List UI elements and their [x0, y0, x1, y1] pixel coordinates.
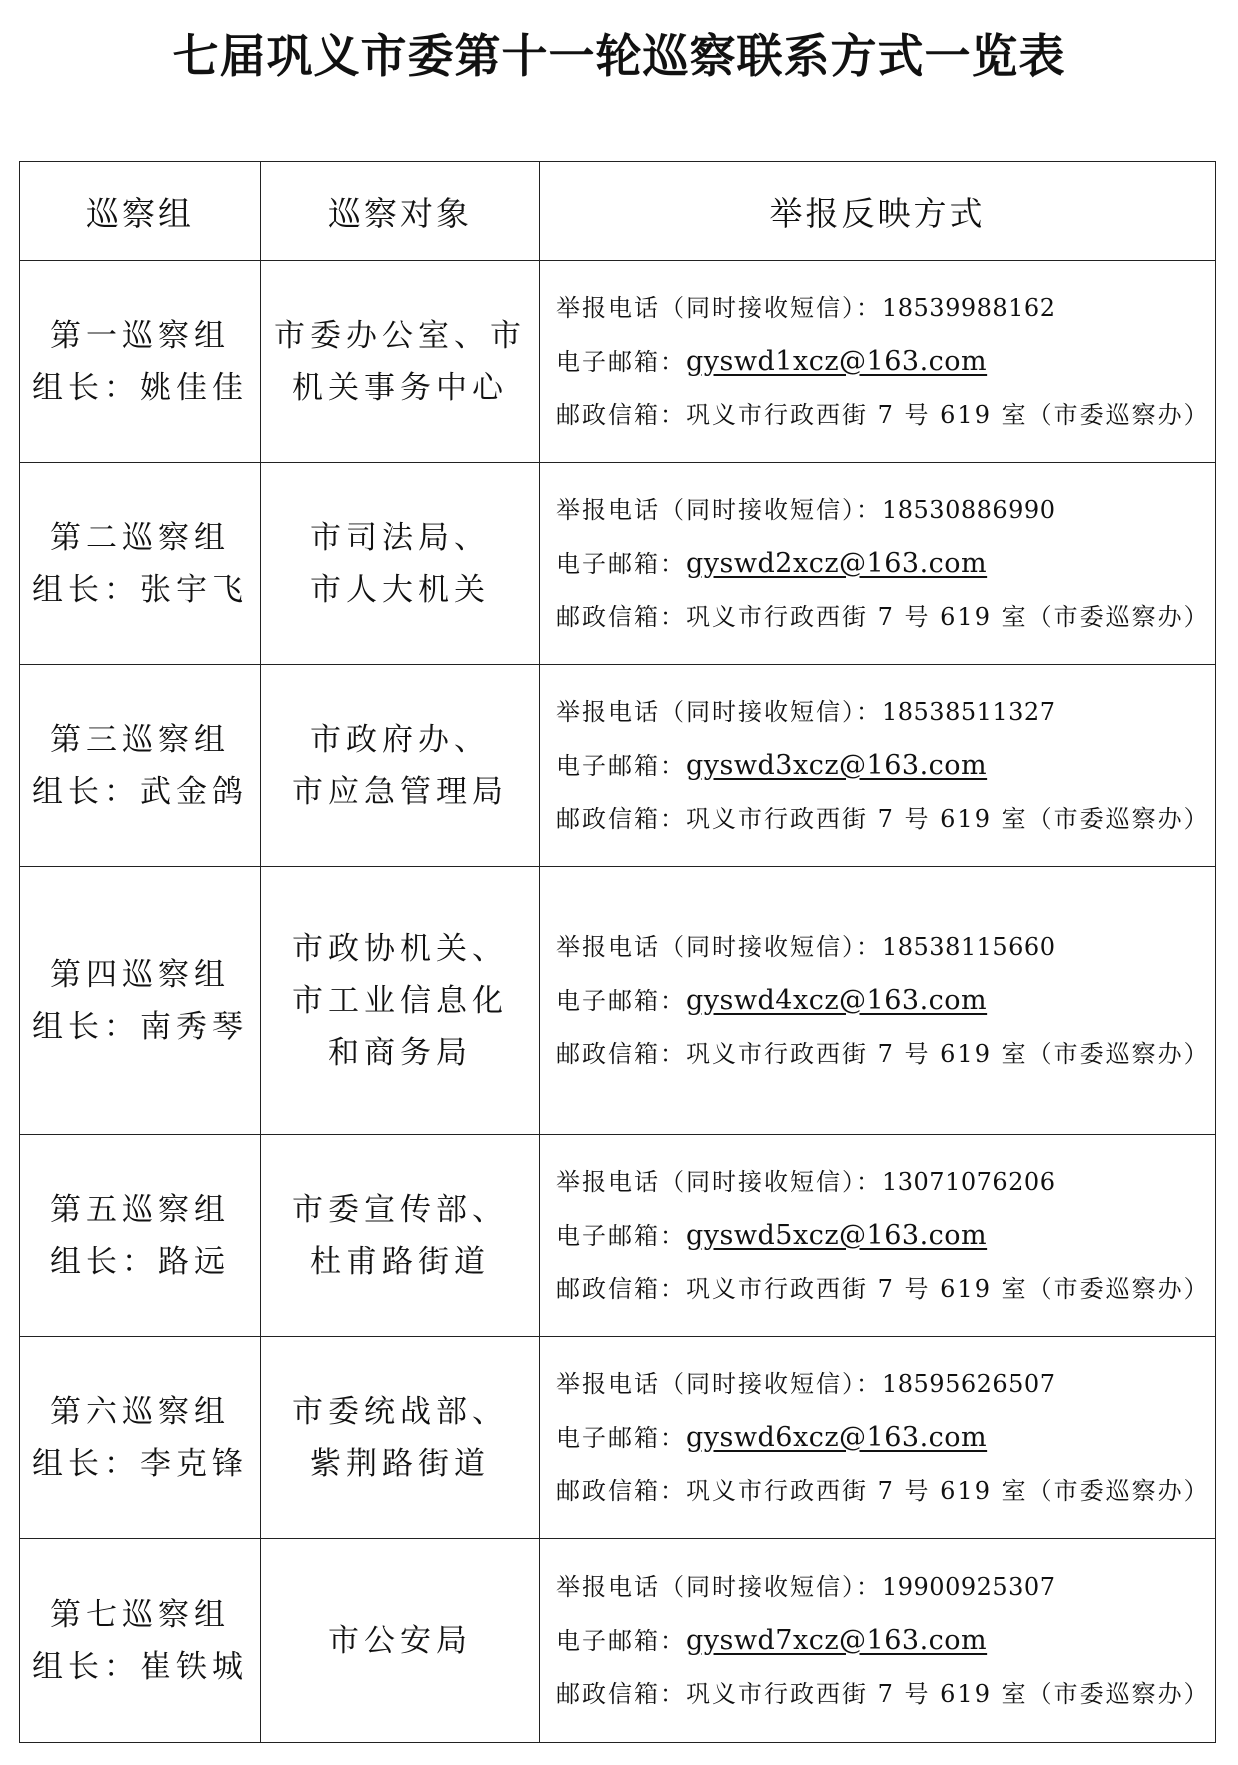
- email-line: [556, 1614, 1215, 1668]
- email-line: [556, 1209, 1215, 1263]
- phone-number: 18538511327: [882, 697, 1056, 726]
- phone-line: [556, 1156, 1215, 1209]
- target-line: 市工业信息化: [292, 982, 508, 1019]
- target-cell: [261, 1539, 540, 1743]
- target-line: 市公安局: [328, 1622, 472, 1659]
- contact-cell: [540, 1337, 1216, 1539]
- phone-line: [556, 1561, 1215, 1614]
- target-cell: [261, 1135, 540, 1337]
- phone-line: [556, 282, 1215, 335]
- target-cell: [261, 665, 540, 867]
- email-link[interactable]: gyswd6xcz@163.com: [686, 1421, 988, 1453]
- table-row: [20, 1337, 1216, 1539]
- phone-number: 18539988162: [882, 293, 1056, 322]
- phone-number: 19900925307: [882, 1572, 1056, 1601]
- group-name: 第三巡察组: [50, 721, 230, 758]
- post-line: 邮政信箱：巩义市行政西街 7 号 619 室（市委巡察办）: [556, 804, 1210, 833]
- group-cell: [20, 1539, 261, 1743]
- group-cell: [20, 1135, 261, 1337]
- email-line: [556, 974, 1215, 1028]
- target-line: 市政府办、: [310, 721, 490, 758]
- contact-cell: [540, 1135, 1216, 1337]
- header-group: 巡察组: [20, 162, 261, 261]
- group-leader: 组长：武金鸽: [32, 773, 248, 810]
- target-line: 杜甫路街道: [310, 1243, 490, 1280]
- group-name: 第四巡察组: [50, 956, 230, 993]
- phone-line: [556, 484, 1215, 537]
- email-link[interactable]: gyswd4xcz@163.com: [686, 984, 988, 1016]
- post-line: 邮政信箱：巩义市行政西街 7 号 619 室（市委巡察办）: [556, 602, 1210, 631]
- phone-label: 举报电话（同时接收短信）：: [556, 932, 882, 961]
- email-link[interactable]: gyswd7xcz@163.com: [686, 1624, 988, 1656]
- email-label: 电子邮箱：: [556, 1221, 686, 1250]
- email-label: 电子邮箱：: [556, 347, 686, 376]
- email-label: 电子邮箱：: [556, 549, 686, 578]
- target-cell: [261, 867, 540, 1135]
- post-line: 邮政信箱：巩义市行政西街 7 号 619 室（市委巡察办）: [556, 1039, 1210, 1068]
- post-line: 邮政信箱：巩义市行政西街 7 号 619 室（市委巡察办）: [556, 400, 1210, 429]
- target-line: 市委统战部、: [292, 1393, 508, 1430]
- contact-cell: [540, 261, 1216, 463]
- phone-label: 举报电话（同时接收短信）：: [556, 1572, 882, 1601]
- phone-number: 13071076206: [882, 1167, 1056, 1196]
- table-row: [20, 867, 1216, 1135]
- post-line: 邮政信箱：巩义市行政西街 7 号 619 室（市委巡察办）: [556, 1476, 1210, 1505]
- phone-label: 举报电话（同时接收短信）：: [556, 1167, 882, 1196]
- phone-label: 举报电话（同时接收短信）：: [556, 293, 882, 322]
- phone-number: 18538115660: [882, 932, 1056, 961]
- contact-cell: [540, 463, 1216, 665]
- email-line: [556, 335, 1215, 389]
- group-leader: 组长：崔铁城: [32, 1648, 248, 1685]
- contact-cell: [540, 867, 1216, 1135]
- table-body: [20, 261, 1216, 1743]
- group-cell: [20, 463, 261, 665]
- contact-cell: [540, 665, 1216, 867]
- target-line: 机关事务中心: [292, 369, 508, 406]
- phone-label: 举报电话（同时接收短信）：: [556, 495, 882, 524]
- phone-label: 举报电话（同时接收短信）：: [556, 697, 882, 726]
- target-cell: [261, 463, 540, 665]
- group-name: 第五巡察组: [50, 1191, 230, 1228]
- phone-line: [556, 686, 1215, 739]
- header-target: 巡察对象: [261, 162, 540, 261]
- phone-number: 18595626507: [882, 1369, 1056, 1398]
- target-cell: [261, 1337, 540, 1539]
- group-cell: [20, 665, 261, 867]
- target-line: 市政协机关、: [292, 930, 508, 967]
- target-line: 市司法局、: [310, 519, 490, 556]
- header-row: [20, 162, 1216, 261]
- phone-number: 18530886990: [882, 495, 1056, 524]
- email-line: [556, 739, 1215, 793]
- page-title: 七届巩义市委第十一轮巡察联系方式一览表: [172, 29, 1066, 83]
- email-link[interactable]: gyswd5xcz@163.com: [686, 1219, 988, 1251]
- target-line: 和商务局: [328, 1034, 472, 1071]
- table-row: [20, 665, 1216, 867]
- group-cell: [20, 1337, 261, 1539]
- email-line: [556, 1411, 1215, 1465]
- group-name: 第二巡察组: [50, 519, 230, 556]
- group-cell: [20, 867, 261, 1135]
- contact-table: [19, 161, 1216, 1743]
- email-label: 电子邮箱：: [556, 1626, 686, 1655]
- phone-label: 举报电话（同时接收短信）：: [556, 1369, 882, 1398]
- table-row: [20, 1135, 1216, 1337]
- group-leader: 组长：路远: [50, 1243, 230, 1280]
- email-label: 电子邮箱：: [556, 986, 686, 1015]
- table-row: [20, 463, 1216, 665]
- target-cell: [261, 261, 540, 463]
- contact-cell: [540, 1539, 1216, 1743]
- table-row: [20, 261, 1216, 463]
- target-line: 市应急管理局: [292, 773, 508, 810]
- email-line: [556, 537, 1215, 591]
- group-leader: 组长：姚佳佳: [32, 369, 248, 406]
- group-name: 第七巡察组: [50, 1596, 230, 1633]
- email-link[interactable]: gyswd1xcz@163.com: [686, 345, 988, 377]
- target-line: 紫荆路街道: [310, 1445, 490, 1482]
- group-name: 第一巡察组: [50, 317, 230, 354]
- group-cell: [20, 261, 261, 463]
- post-line: 邮政信箱：巩义市行政西街 7 号 619 室（市委巡察办）: [556, 1274, 1210, 1303]
- group-name: 第六巡察组: [50, 1393, 230, 1430]
- phone-line: [556, 921, 1215, 974]
- target-line: 市委宣传部、: [292, 1191, 508, 1228]
- email-label: 电子邮箱：: [556, 1423, 686, 1452]
- email-link[interactable]: gyswd3xcz@163.com: [686, 749, 988, 781]
- group-leader: 组长：李克锋: [32, 1445, 248, 1482]
- group-leader: 组长：张宇飞: [32, 571, 248, 608]
- header-contact: 举报反映方式: [540, 162, 1216, 261]
- email-link[interactable]: gyswd2xcz@163.com: [686, 547, 988, 579]
- phone-line: [556, 1358, 1215, 1411]
- post-line: 邮政信箱：巩义市行政西街 7 号 619 室（市委巡察办）: [556, 1679, 1210, 1708]
- target-line: 市人大机关: [310, 571, 490, 608]
- group-leader: 组长：南秀琴: [32, 1008, 248, 1045]
- target-line: 市委办公室、市: [274, 317, 526, 354]
- table-row: [20, 1539, 1216, 1743]
- email-label: 电子邮箱：: [556, 751, 686, 780]
